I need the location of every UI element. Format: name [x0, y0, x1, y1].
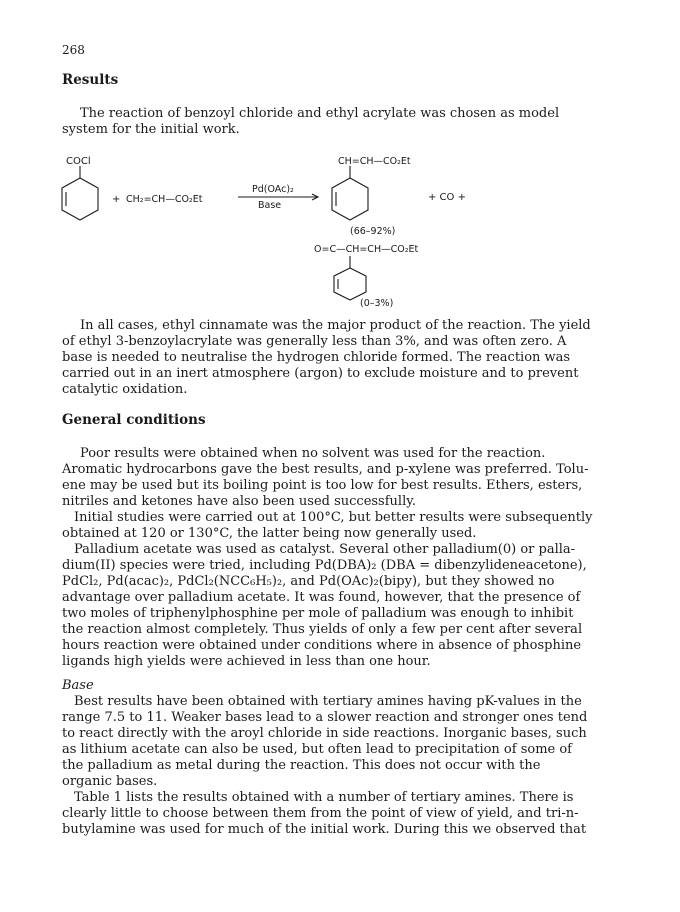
- text-line: carried out in an inert atmosphere (argon) to exclude moisture and to prevent: [62, 366, 579, 381]
- general-paragraph-1: [62, 446, 622, 510]
- text-line: ene may be used but its boiling point is too low for best results. Ethers, esters,: [62, 478, 583, 493]
- results-paragraph: [62, 318, 622, 398]
- byproducts-label: + CO +: [428, 192, 466, 203]
- yield1-label: (66–92%): [350, 226, 396, 237]
- text-line: clearly little to choose between them from the point of view of yield, and tri-n-: [62, 806, 579, 821]
- general-paragraph-2: [62, 510, 622, 542]
- text-line: as lithium acetate can also be used, but often lead to precipitation of some of: [62, 742, 572, 757]
- text-line: nitriles and ketones have also been used successfully.: [62, 494, 416, 509]
- product2-group: O=C—CH=CH—CO₂Et: [314, 244, 419, 255]
- text-line: base is needed to neutralise the hydrogen chloride formed. The reaction was: [62, 350, 571, 365]
- text-line: Aromatic hydrocarbons gave the best results, and p-xylene was preferred. Tolu-: [62, 462, 589, 477]
- reaction-scheme: [60, 148, 620, 308]
- base-paragraph-2: [62, 790, 622, 838]
- text-line: obtained at 120 or 130°C, the latter being now generally used.: [62, 526, 477, 541]
- text-line: PdCl₂, Pd(acac)₂, PdCl₂(NCC₆H₅)₂, and Pd(OAc)₂(bipy), but they showed no: [62, 574, 555, 589]
- text-line: to react directly with the aroyl chloride in side reactions. Inorganic bases, such: [62, 726, 587, 741]
- text-line: the reaction almost completely. Thus yields of only a few per cent after several: [62, 622, 583, 637]
- text-line: advantage over palladium acetate. It was found, however, that the presence of: [62, 590, 581, 605]
- text-line: Poor results were obtained when no solvent was used for the reaction.: [80, 446, 546, 461]
- plus-sign: +: [112, 194, 121, 205]
- text-line: two moles of triphenylphosphine per mole of palladium was enough to inhibit: [62, 606, 574, 621]
- reactant1-group: COCl: [66, 156, 91, 167]
- text-line: hours reaction were obtained under conditions where in absence of phosphine: [62, 638, 582, 653]
- text-line: dium(II) species were tried, including Pd(DBA)₂ (DBA = dibenzylideneacetone),: [62, 558, 587, 573]
- text-line: butylamine was used for much of the initial work. During this we observed that: [62, 822, 587, 837]
- base-heading: Base: [62, 678, 94, 693]
- results-heading: Results: [62, 72, 119, 88]
- text-line: catalytic oxidation.: [62, 382, 188, 397]
- text-line: Table 1 lists the results obtained with a number of tertiary amines. There is: [74, 790, 574, 805]
- intro-paragraph: [62, 106, 622, 138]
- text-line: range 7.5 to 11. Weaker bases lead to a slower reaction and stronger ones tend: [62, 710, 588, 725]
- page-number: 268: [62, 43, 85, 57]
- text-line: organic bases.: [62, 774, 158, 789]
- text-line: Best results have been obtained with tertiary amines having pK-values in the: [74, 694, 582, 709]
- text-line: Initial studies were carried out at 100°C, but better results were subsequently: [74, 510, 593, 525]
- general-conditions-heading: General conditions: [62, 412, 206, 428]
- benzene-ring-reactant: [62, 166, 98, 220]
- base-label: Base: [258, 200, 282, 211]
- catalyst-label: Pd(OAc)₂: [252, 184, 294, 195]
- text-line: Palladium acetate was used as catalyst. Several other palladium(0) or palla-: [74, 542, 576, 557]
- benzene-ring-product1: [332, 166, 368, 220]
- benzene-ring-product2: [334, 256, 366, 300]
- text-line: In all cases, ethyl cinnamate was the major product of the reaction. The yield: [80, 318, 591, 333]
- base-paragraph-1: [62, 694, 622, 790]
- text-line: The reaction of benzoyl chloride and ethyl acrylate was chosen as model: [80, 106, 560, 121]
- reactant2-formula: CH₂=CH—CO₂Et: [126, 194, 203, 205]
- text-line: system for the initial work.: [62, 122, 240, 137]
- product1-group: CH=CH—CO₂Et: [338, 156, 411, 167]
- general-paragraph-3: [62, 542, 622, 670]
- yield2-label: (0–3%): [360, 298, 394, 308]
- text-line: ligands high yields were achieved in less than one hour.: [62, 654, 431, 669]
- text-line: the palladium as metal during the reaction. This does not occur with the: [62, 758, 541, 773]
- text-line: of ethyl 3-benzoylacrylate was generally less than 3%, and was often zero. A: [62, 334, 567, 349]
